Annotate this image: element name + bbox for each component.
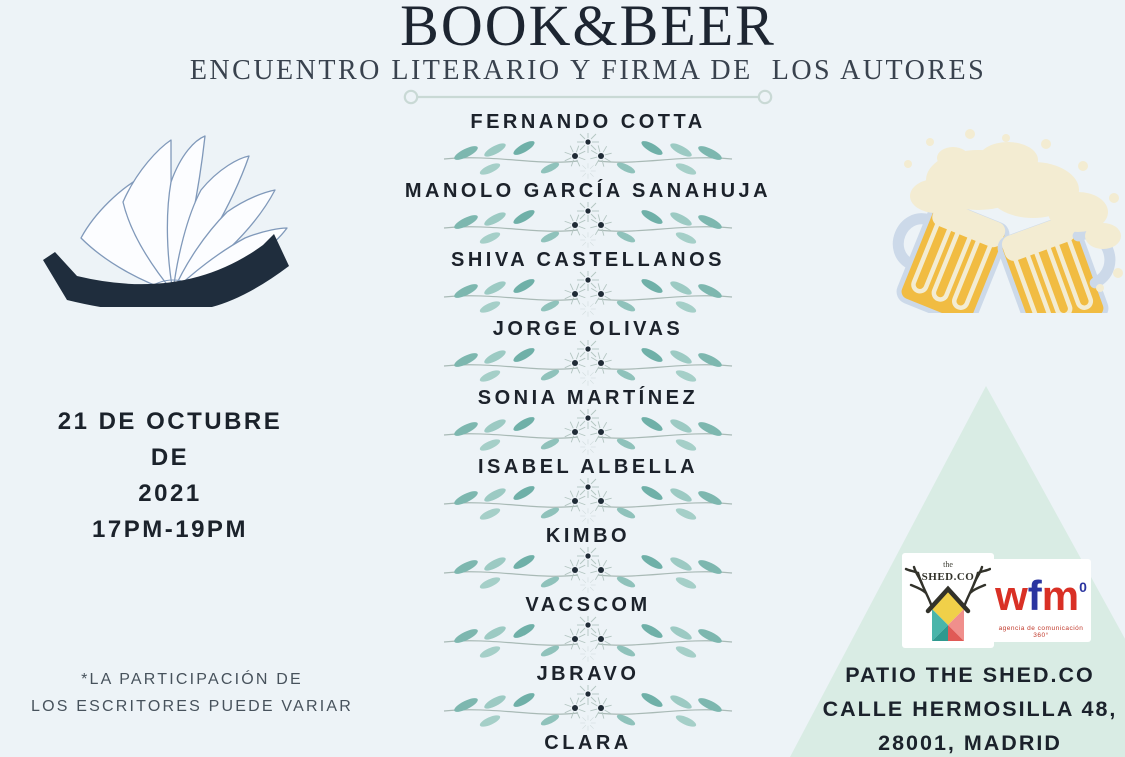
- author-name: KIMBO: [545, 525, 631, 547]
- wfm-logo: [991, 559, 1091, 642]
- author-name: CLARA: [544, 732, 632, 754]
- house-icon: [928, 589, 968, 641]
- leaf-divider-icon: [438, 616, 738, 664]
- venue-line2: CALLE HERMOSILLA 48,: [822, 697, 1118, 721]
- shed-logo: [902, 553, 994, 648]
- event-date-line2: 2021: [138, 480, 202, 507]
- header: [0, 0, 1125, 106]
- author-name: ISABEL ALBELLA: [477, 456, 699, 478]
- venue-address: [812, 658, 1125, 757]
- author-name: SONIA MARTÍNEZ: [477, 387, 699, 409]
- leaf-divider-icon: [438, 133, 738, 181]
- event-datetime: [35, 404, 305, 548]
- leaf-divider-icon: [438, 547, 738, 595]
- event-date-line1: 21 DE OCTUBRE DE: [57, 408, 283, 471]
- subtitle: ENCUENTRO LITERARIO Y FIRMA DE LOS AUTORES: [189, 55, 987, 86]
- venue-line1: PATIO THE SHED.CO: [845, 663, 1095, 687]
- venue-line3: 28001, MADRID: [878, 731, 1062, 755]
- page-title: BOOK&BEER: [400, 0, 776, 58]
- author-name: FERNANDO COTTA: [470, 111, 706, 133]
- leaf-divider-icon: [438, 271, 738, 319]
- author-name: MANOLO GARCÍA SANAHUJA: [404, 180, 772, 202]
- disclaimer: [22, 666, 362, 720]
- author-name: VACSCOM: [525, 594, 651, 616]
- leaf-divider-icon: [438, 478, 738, 526]
- author-name: JORGE OLIVAS: [492, 318, 684, 340]
- disclaimer-line2: LOS ESCRITORES PUEDE VARIAR: [31, 698, 353, 715]
- leaf-divider-icon: [438, 340, 738, 388]
- wfm-tagline: agencia de comunicación 360°: [998, 625, 1084, 639]
- wfm-wordmark: wfm$^0$: [995, 572, 1087, 619]
- shed-logo-name: SHED.CO: [921, 571, 975, 583]
- leaf-divider-icon: [438, 202, 738, 250]
- author-name: SHIVA CASTELLANOS: [451, 249, 725, 271]
- author-name: JBRAVO: [536, 663, 640, 685]
- shed-logo-the: the: [943, 560, 953, 569]
- event-time: 17PM-19PM: [92, 516, 248, 543]
- leaf-divider-icon: [438, 409, 738, 457]
- header-divider-icon: [398, 88, 778, 106]
- leaf-divider-icon: [438, 685, 738, 733]
- disclaimer-line1: *LA PARTICIPACIÓN DE: [81, 671, 303, 688]
